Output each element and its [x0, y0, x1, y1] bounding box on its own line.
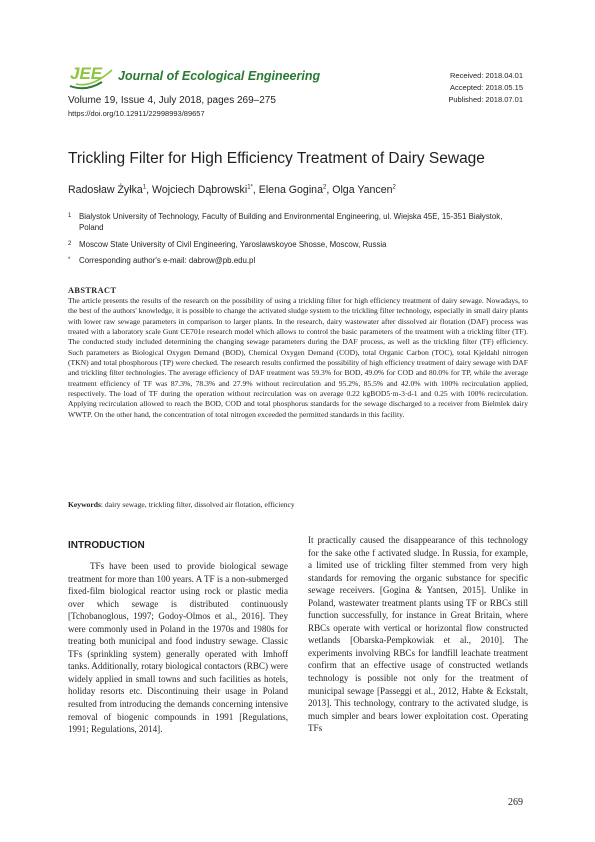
page-number: 269 — [508, 797, 523, 808]
abstract-text: The article presents the results of the research on the possibility of using a trickling filter for high efficiency treatment of dairy sewage. Nowadays, to the best of the authors' knowledge, it is possible to change the activated sludge system to the trickling filter technology, especially in small dairy plants with lower raw sewage parameters in comparison to larger plants. In the research, dairy wastewater after dissolved air flotation (DAF) process was treated with a laboratory scale Gunt CE701e research model which allows to control the basic parameters of the treatment with a trickling filter (TF). The conducted study included determining the changing sewage parameters during the DAF process, as well as the trickling filter (TF) efficiency. Such parameters as Biological Oxygen Demand (BOD), Chemical Oxygen Demand (COD), total Organic Carbon (TOC), total Kjeldahl nitrogen (TKN) and total phosphorous (TP) were checked. The research results confirmed the possibility of high efficiency treatment of dairy sewage with DAF and trickling filter technologies. The average efficiency of DAF treatment was 59.3% for BOD, 49.0% for COD and 80.0% for TP, while the average treatment efficiency of TF was 87.3%, 78.3% and 27.9% without recirculation and 95.2%, 85.5% and 42.0% with 100% recirculation applied, respectively. The load of TF during the operation without recirculation was on average 0.22 kgBOD5·m-3·d-1 and 0.25 with 100% recirculation. Applying recirculation allowed to reach the BOD, COD and total phosphorus standards for the sewage discharged to a receiver from Bielmlek dairy WWTP. On the other hand, the concentration of total nitrogen exceeded the permitted standards in this facility. — [68, 296, 528, 419]
journal-logo — [68, 62, 116, 90]
logo-text: JEE — [70, 64, 103, 83]
journal-name: Journal of Ecological Engineering — [118, 69, 321, 83]
author-name: Wojciech Dąbrowski — [152, 184, 248, 196]
body-column-left — [68, 560, 288, 736]
affiliation-text: Corresponding author's e-mail: dabrow@pb.edu.pl — [79, 256, 256, 265]
author-affiliation-mark: 1 — [142, 184, 147, 191]
affiliation-mark: * — [68, 257, 71, 263]
author-affiliation-mark: 2 — [392, 184, 396, 191]
doi-link[interactable]: https://doi.org/10.12911/22998993/89657 — [68, 109, 205, 118]
paragraph: TFs have been used to provide biological sewage treatment for more than 100 years. A TF is a non-submerged fixed-film biological reactor using rock or plastic media over which sewage is distributed continuously [Tchobanoglous, 1997; Godoy-Olmos et al., 2016]. They were commonly used in Poland in the 1970s and 1980s for treating both municipal and food industry sewage. Classic TFs (sprinkling system) generally operated with Imhoff tanks. Additionally, rotary biological contactors (RBC) were widely applied in small towns and such facilities as hotels, holiday resorts etc. Discontinuing their usage in Poland resulted from introducing the demands concerning intensive removal of biogenic compounds in 1991 [Regulations, 1991; Regulations, 2014]. — [68, 561, 288, 735]
affiliation-mark: 2 — [68, 241, 72, 247]
author-affiliation-mark: 2 — [322, 184, 327, 191]
keywords — [68, 500, 528, 509]
author-name: Elena Gogina — [258, 184, 323, 196]
section-heading-introduction: INTRODUCTION — [68, 540, 145, 551]
affiliation-mark: 1 — [68, 213, 72, 219]
affiliation-text: Bialystok University of Technology, Faculty of Building and Environmental Engineering, ul. Wiejska 45E, 15-351 Białystok, Poland — [79, 212, 503, 232]
abstract-heading: ABSTRACT — [68, 286, 117, 295]
paragraph: It practically caused the disappearance of this technology for the sake othe f activated sludge. In Russia, for example, a limited use of trickling filter stemmed from very high standards for removing the organic substance for specific sewage receivers. [Gogina & Yantsen, 2015]. Unlike in Poland, wastewater treatment plants using TF or RBCs still function successfully, for instance in Great Britain, where RBCs operate with vertical or horizontal flow constructed wetlands [Obarska-Pempkowiak et al., 2010]. The experiments involving RBCs for landfill leachate treatment confirm that an effective usage of constructed wetlands technology is possible not only for the treatment of municipal sewage [Passeggi et al., 2012, Habte & Eckstalt, 2013]. This technology, contrary to the activated sludge, is much simpler and bears lower exploitation cost. Operating TFs — [308, 535, 528, 734]
keywords-text: : dairy sewage, trickling filter, dissolved air flotation, efficiency — [100, 500, 295, 509]
keywords-label: Keywords — [68, 500, 101, 509]
article-title: Trickling Filter for High Efficiency Treatment of Dairy Sewage — [68, 150, 485, 167]
body-column-right — [308, 534, 528, 735]
author-name: Radosław Żyłka — [68, 184, 143, 196]
published-date: Published: 2018.07.01 — [448, 95, 523, 104]
accepted-date: Accepted: 2018.05.15 — [450, 83, 523, 92]
author-name: Olga Yancen — [332, 184, 393, 196]
author-affiliation-mark: 1* — [247, 184, 253, 191]
affiliation-text: Moscow State University of Civil Engineering, Yaroslawskoyoe Shosse, Moscow, Russia — [79, 240, 387, 249]
author-list: Radosław Żyłka$^1$, Wojciech Dąbrowski$^{1*}$, Elena Gogina$^2$, Olga Yancen$^2$ — [68, 184, 396, 196]
volume-line: Volume 19, Issue 4, July 2018, pages 269–275 — [68, 95, 276, 106]
publication-dates — [448, 70, 523, 106]
received-date: Received: 2018.04.01 — [450, 71, 523, 80]
